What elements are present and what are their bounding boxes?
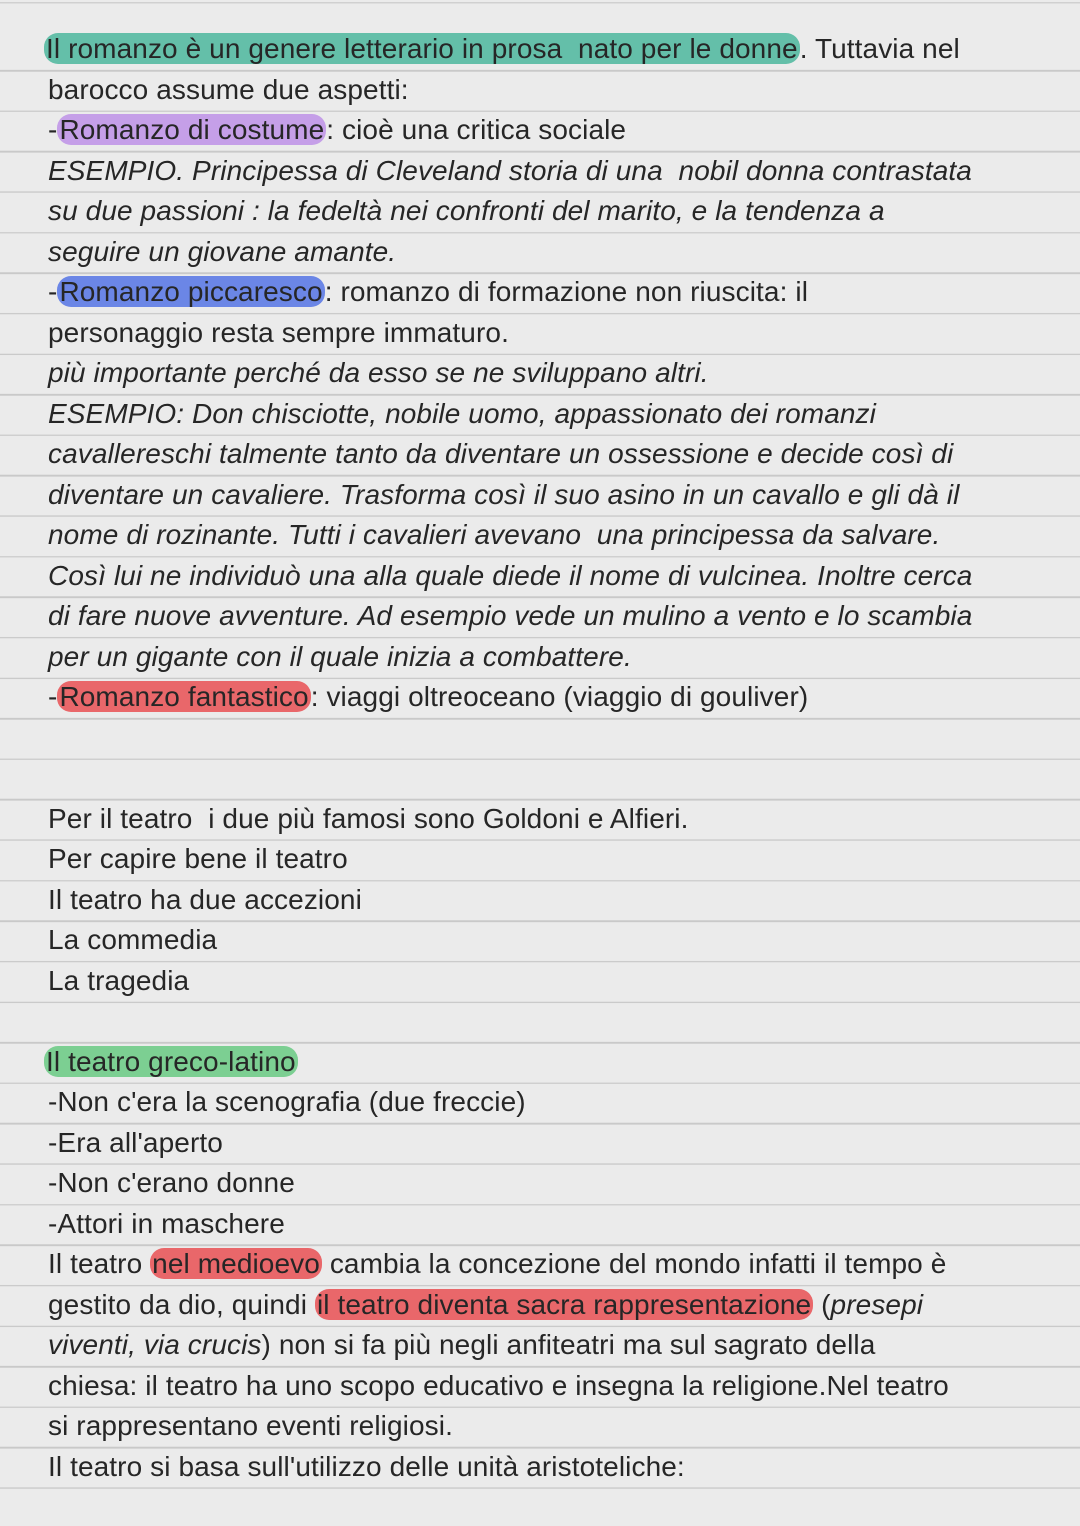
picaresco-line-2: personaggio resta sempre immaturo. xyxy=(48,316,509,348)
greco-latino-item: -Attori in maschere xyxy=(48,1207,285,1239)
romanzo-intro-line-2: barocco assume due aspetti: xyxy=(48,73,409,105)
blank-line xyxy=(48,1001,1048,1042)
highlight-nel-medioevo: nel medioevo xyxy=(152,1248,320,1279)
teatro-intro-line: Per il teatro i due più famosi sono Goldoni e Alfieri. xyxy=(48,802,689,834)
picaresco-example-line: diventare un cavaliere. Trasforma così il suo asino in un cavallo e gli dà il xyxy=(48,478,960,510)
highlight-sacra-rappresentazione: il teatro diventa sacra rappresentazione xyxy=(316,1288,812,1320)
medioevo-line-4: chiesa: il teatro ha uno scopo educativo e insegna la religione.Nel teatro xyxy=(48,1369,949,1401)
medioevo-line-6: Il teatro si basa sull'utilizzo delle unità aristoteliche: xyxy=(48,1450,685,1482)
teatro-intro-line: Per capire bene il teatro xyxy=(48,843,348,874)
costume-example-line: su due passioni : la fedeltà nei confronti del marito, e la tendenza a xyxy=(48,195,885,226)
medioevo-line-3: viventi, via crucis) non si fa più negli anfiteatri ma sul sagrato della xyxy=(48,1329,876,1360)
costume-line: -Romanzo di costume: cioè una critica sociale xyxy=(48,114,627,145)
picaresco-line: -Romanzo piccaresco: romanzo di formazione non riuscita: il xyxy=(48,276,809,307)
highlight-romanzo-definition: Il romanzo è un genere letterario in prosa nato per le donne xyxy=(46,33,798,64)
notes-content xyxy=(48,29,1048,1487)
greco-latino-item: -Non c'erano donne xyxy=(48,1167,295,1198)
greco-latino-item: -Era all'aperto xyxy=(48,1126,223,1158)
medioevo-line-5: si rappresentano eventi religiosi. xyxy=(48,1410,453,1441)
highlight-romanzo-costume: Romanzo di costume xyxy=(59,114,325,145)
blank-line xyxy=(48,758,1048,799)
picaresco-example-line: ESEMPIO: Don chisciotte, nobile uomo, appassionato dei romanzi xyxy=(48,397,876,429)
picaresco-example-line: di fare nuove avventure. Ad esempio vede un mulino a vento e lo scambia xyxy=(48,600,973,631)
greco-latino-item: -Non c'era la scenografia (due freccie) xyxy=(48,1086,526,1117)
teatro-intro-line: La tragedia xyxy=(48,964,190,996)
blank-line xyxy=(48,718,1048,759)
greco-latino-heading xyxy=(48,1042,1048,1083)
picaresco-example-line: cavallereschi talmente tanto da diventare un ossessione e decide così di xyxy=(48,438,954,469)
fantastico-line: -Romanzo fantastico: viaggi oltreoceano (viaggio di gouliver) xyxy=(48,681,809,712)
picaresco-example-line: più importante perché da esso se ne sviluppano altri. xyxy=(48,357,709,388)
costume-example-line: ESEMPIO. Principessa di Cleveland storia di una nobil donna contrastata xyxy=(48,154,972,186)
romanzo-intro-line: Il romanzo è un genere letterario in prosa nato per le donne. Tuttavia nel xyxy=(46,33,960,64)
medioevo-line-1: Il teatro nel medioevo cambia la concezione del mondo infatti il tempo è xyxy=(48,1248,947,1279)
highlight-romanzo-piccaresco: Romanzo piccaresco xyxy=(59,276,323,307)
highlight-teatro-greco-latino: Il teatro greco-latino xyxy=(46,1045,296,1077)
costume-example-line: seguire un giovane amante. xyxy=(48,235,397,267)
teatro-intro-line: Il teatro ha due accezioni xyxy=(48,883,362,915)
teatro-intro-line: La commedia xyxy=(48,924,218,955)
picaresco-example-line: Così lui ne individuò una alla quale diede il nome di vulcinea. Inoltre cerca xyxy=(48,559,973,591)
picaresco-example-line: nome di rozinante. Tutti i cavalieri avevano una principessa da salvare. xyxy=(48,519,941,550)
highlight-romanzo-fantastico: Romanzo fantastico xyxy=(59,681,309,712)
medioevo-line-2: gestito da dio, quindi il teatro diventa sacra rappresentazione (presepi xyxy=(48,1288,924,1320)
picaresco-example-line: per un gigante con il quale inizia a combattere. xyxy=(48,640,632,672)
